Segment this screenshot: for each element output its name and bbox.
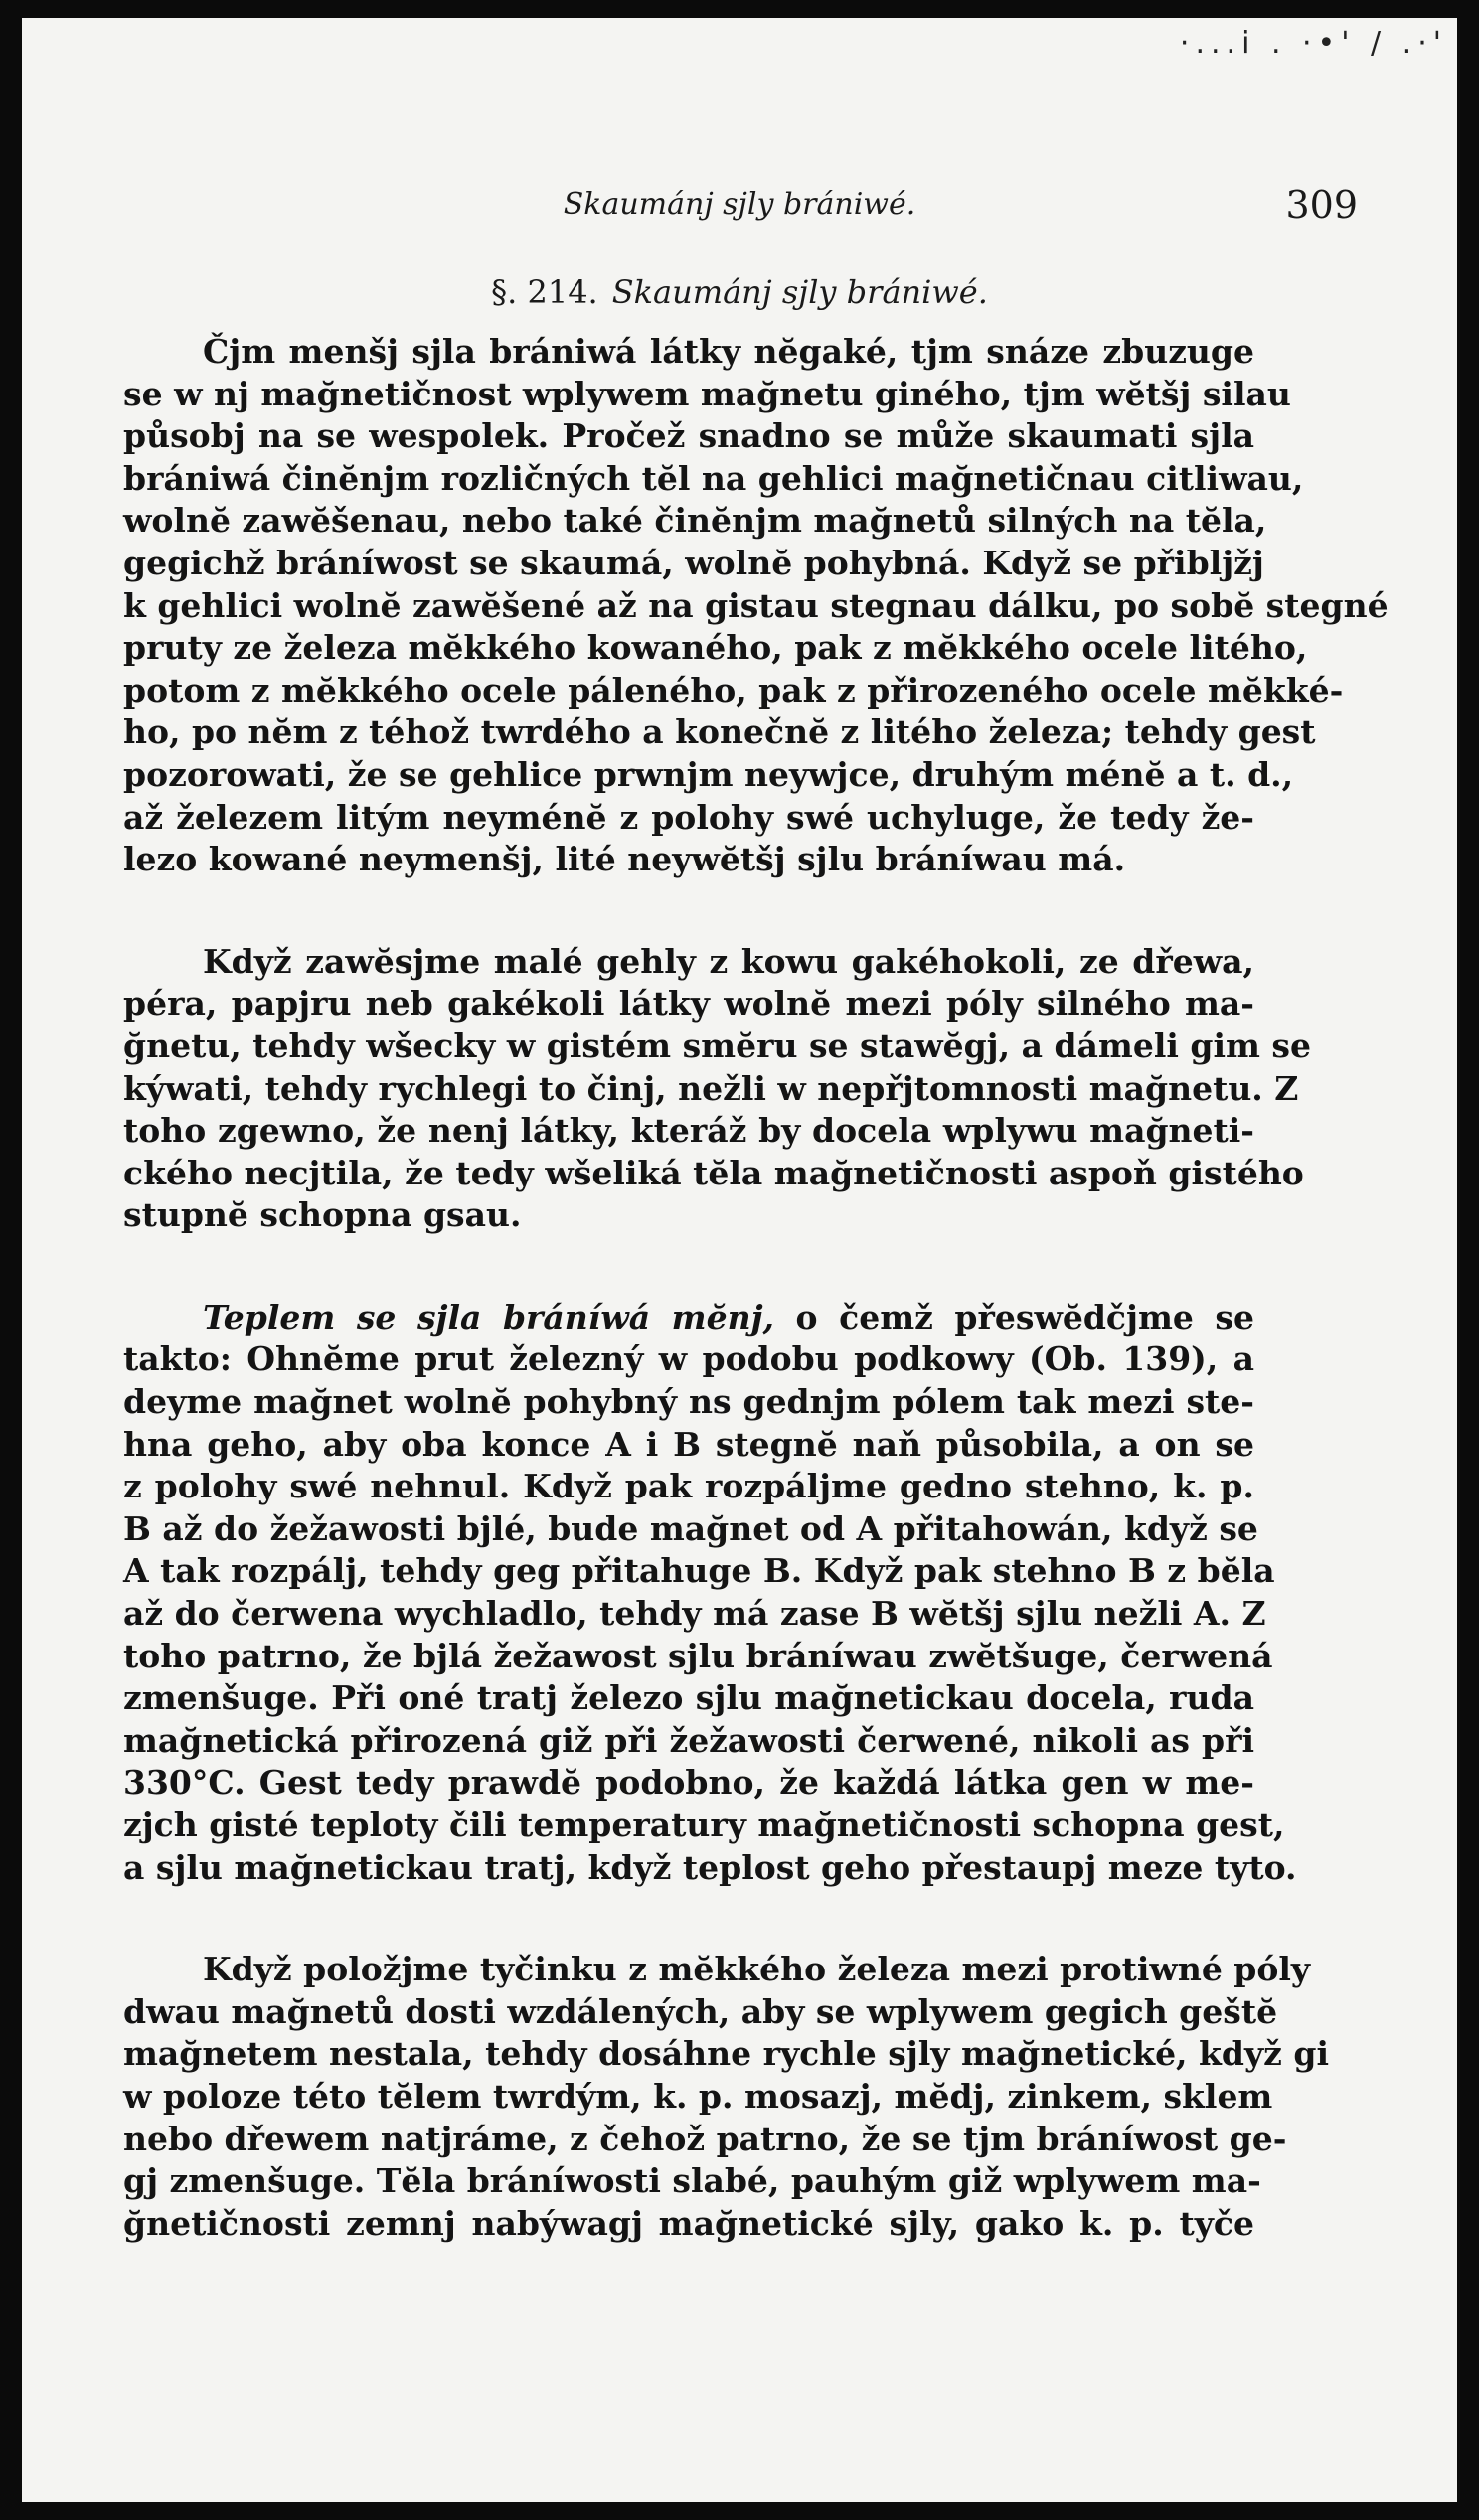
text-line: péra, papjru neb gakékoli látky wolnĕ mezi póly silného ma- [123,984,1254,1024]
text-line: toho patrno, že bjlá žežawost sjlu bráníwau zwĕtšuge, čerwená [123,1636,1273,1675]
paragraph-3 [123,1297,1297,1889]
text-line: deyme mağnet wolnĕ pohybný ns gednjm pólem tak mezi ste- [123,1382,1254,1422]
text-line: zmenšuge. Při oné tratj železo sjlu mağnetickau docela, ruda [123,1678,1254,1718]
paragraph-4 [123,1949,1329,2245]
text-line: Čjm menšj sjla brániwá látky nĕgaké, tjm snáze zbuzuge [203,332,1254,371]
page-number: 309 [1285,183,1358,227]
text-line: mağnetem nestala, tehdy dosáhne rychle sjly mağnetické, když gi [123,2034,1329,2074]
text-fragment: o čemž přeswĕdčjme se [774,1297,1254,1337]
text-line: působj na se wespolek. Pročež snadno se může skaumati sjla [123,416,1254,456]
text-line: potom z mĕkkého ocele páleného, pak z přirozeného ocele mĕkké- [123,670,1344,709]
text-line: zjch gisté teploty čili temperatury mağnetičnosti schopna gest, [123,1806,1285,1844]
paragraph-1 [123,331,1389,881]
text-line: stupnĕ schopna gsau. [123,1195,522,1235]
text-line: pozorowati, že se gehlice prwnjm neywjce, druhým ménĕ a t. d., [123,754,1294,794]
text-line: w poloze této tĕlem twrdým, k. p. mosazj, mĕdj, zinkem, sklem [123,2076,1273,2116]
text-line: ğnetu, tehdy wšecky w gistém smĕru se stawĕgj, a dámeli gim se [123,1025,1311,1065]
text-line: ğnetičnosti zemnj nabýwagj mağnetické sjly, gako k. p. tyče [123,2203,1254,2243]
text-line: ho, po nĕm z téhož twrdého a konečnĕ z litého železa; tehdy gest [123,712,1316,752]
text-line: nebo dřewem natjráme, z čehož patrno, že se tjm bráníwost ge- [123,2119,1287,2158]
body-text [123,331,1389,2245]
text-line: dwau mağnetů dosti wzdálených, aby se wplywem gegich geštĕ [123,1991,1278,2031]
text-line: hna geho, aby oba konce A i B stegnĕ naň působila, a on se [123,1424,1254,1464]
text-line: z polohy swé nehnul. Když pak rozpáljme gedno stehno, k. p. [123,1467,1254,1506]
text-line: wolnĕ zawĕšenau, nebo také činĕnjm mağnetů silných na tĕla, [123,501,1267,541]
text-line: takto: Ohnĕme prut železný w podobu podkowy (Ob. 139), a [123,1339,1254,1379]
text-line: gegichž bráníwost se skaumá, wolnĕ pohybná. Když se přibljžj [123,543,1264,582]
paragraph-2 [123,941,1311,1237]
text-line: až do čerwena wychladlo, tehdy má zase B wĕtšj sjlu nežli A. Z [123,1594,1266,1634]
italic-lead: Teplem se sjla bráníwá mĕnj, [203,1297,774,1337]
text-line: brániwá činĕnjm rozličných tĕl na gehlici mağnetičnau citliwau, [123,458,1304,498]
text-line: gj zmenšuge. Tĕla bráníwosti slabé, pauhým giž wplywem ma- [123,2161,1261,2201]
section-heading [121,264,1358,320]
text-line: až železem litým neyménĕ z polohy swé uchyluge, že tedy že- [123,797,1254,837]
text-line: pruty ze železa mĕkkého kowaného, pak z mĕkkého ocele litého, [123,628,1308,668]
running-title: Skaumánj sjly brániwé. [563,187,916,222]
section-title: Skaumánj sjly brániwé. [611,273,988,311]
text-line: lezo kowané neymenšj, lité neywĕtšj sjlu bráníwau má. [123,840,1126,879]
text-line: 330°C. Gest tedy prawdĕ podobno, že každá látka gen w me- [123,1763,1254,1803]
text-line: toho zgewno, že nenj látky, kteráž by docela wplywu mağneti- [123,1111,1254,1151]
running-head [121,175,1358,235]
text-line: k gehlici wolnĕ zawĕšené až na gistau stegnau dálku, po sobĕ stegné [123,585,1389,625]
text-line: Když zawĕsjme malé gehly z kowu gakéhokoli, ze dřewa, [203,941,1254,981]
text-line: Když položjme tyčinku z mĕkkého železa mezi protiwné póly [203,1950,1311,1989]
text-line: A tak rozpálj, tehdy geg přitahuge B. Když pak stehno B z bĕla [123,1551,1275,1591]
text-line: B až do žežawosti bjlé, bude mağnet od A přitahowán, když se [123,1508,1258,1548]
text-line: kýwati, tehdy rychlegi to činj, nežli w nepřjtomnosti mağnetu. Z [123,1068,1299,1108]
text-line: ckého necjtila, že tedy wšeliká tĕla mağnetičnosti aspoň gistého [123,1153,1304,1192]
section-number: §. 214. [491,273,598,311]
text-line: a sjlu mağnetickau tratj, když teplost geho přestaupj meze tyto. [123,1847,1297,1887]
book-page [22,18,1457,2502]
text-line: mağnetická přirozená giž při žežawosti čerwené, nikoli as při [123,1720,1254,1760]
text-line: se w nj mağnetičnost wplywem mağnetu giného, tjm wĕtšj silau [123,374,1291,413]
text-line [123,1297,1254,1339]
scan-marks: ·...i . ·•' / .·' [1179,26,1447,61]
